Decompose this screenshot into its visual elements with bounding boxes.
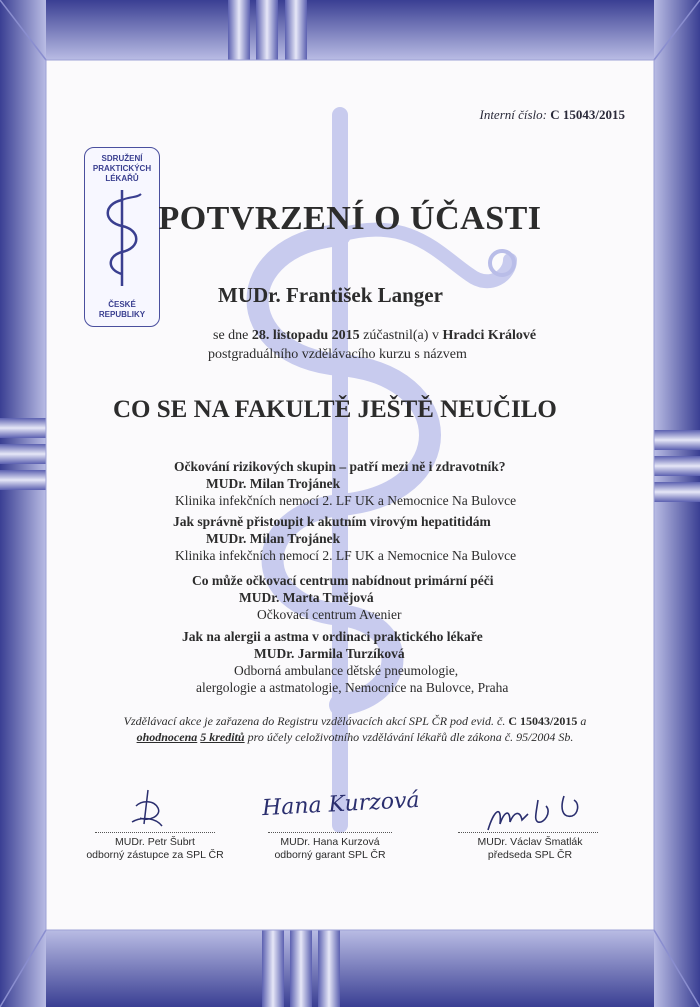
note-text-3: pro účely celoživotního vzdělávání lékařů dle zákona č. 95/2004 Sb. [247, 730, 574, 744]
signatory-name: MUDr. Petr Šubrt [115, 836, 195, 848]
signature-line [268, 832, 392, 833]
lecture-lecturer: MUDr. Marta Tmějová [239, 590, 374, 605]
signature-line [458, 832, 598, 833]
note-credits: 5 kreditů [200, 730, 245, 744]
signatory-role: odborný garant SPL ČR [274, 849, 386, 861]
lecture-affiliation: alergologie a astmatologie, Nemocnice na Bulovce, Praha [196, 680, 509, 695]
lecture-4 [178, 628, 538, 696]
lecture-lecturer: MUDr. Milan Trojánek [206, 476, 341, 491]
signatory-role: předseda SPL ČR [487, 849, 573, 861]
lecture-lecturer: MUDr. Milan Trojánek [206, 531, 341, 546]
note-registration-number: C 15043/2015 [508, 714, 578, 728]
note-text-2: a [580, 714, 587, 728]
signatory-2 [245, 836, 415, 862]
lecture-affiliation: Odborná ambulance dětské pneumologie, [234, 663, 459, 678]
event-date: 28. listopadu 2015 [251, 328, 360, 343]
lecture-affiliation: Očkovací centrum Avenier [257, 607, 402, 622]
signature-line [95, 832, 215, 833]
signatory-3 [455, 836, 605, 862]
statement-middle: zúčastnil(a) v [363, 328, 439, 343]
signatory-1 [70, 836, 240, 862]
participant-name: MUDr. František Langer [218, 283, 443, 307]
internal-number-label: Interní číslo: [479, 107, 547, 122]
event-place: Hradci Králové [442, 328, 537, 343]
certificate-title: POTVRZENÍ O ÚČASTI [158, 200, 542, 237]
note-text-1: Vzdělávací akce je zařazena do Registru vzdělávacích akcí SPL ČR pod evid. č. [123, 714, 506, 728]
signatory-name: MUDr. Hana Kurzová [280, 836, 380, 848]
note-rated: ohodnocena [136, 730, 198, 744]
internal-number-value: C 15043/2015 [550, 107, 625, 122]
course-title: CO SE NA FAKULTĚ JEŠTĚ NEUČILO [113, 396, 557, 423]
statement-line-2: postgraduálního vzdělávacího kurzu s názvem [208, 347, 467, 362]
signature-subrt [118, 786, 178, 834]
signatory-name: MUDr. Václav Šmatlák [477, 836, 583, 848]
lecture-1 [174, 458, 518, 509]
lecture-topic: Očkování rizikových skupin – patří mezi ně i zdravotník? [174, 459, 506, 474]
registry-note [115, 713, 595, 745]
logo-top-text: SDRUŽENÍ PRAKTICKÝCH LÉKAŘŮ [92, 154, 152, 183]
signatory-role: odborný zástupce za SPL ČR [86, 849, 224, 861]
lecture-2 [173, 513, 518, 564]
lecture-affiliation: Klinika infekčních nemocí 2. LF UK a Nemocnice Na Bulovce [175, 548, 517, 563]
lecture-topic: Jak na alergii a astma v ordinaci praktického lékaře [182, 629, 483, 644]
lecture-lecturer: MUDr. Jarmila Turzíková [254, 646, 405, 661]
lecture-topic: Jak správně přistoupit k akutním virovým hepatitidám [173, 514, 491, 529]
lecture-topic: Co může očkovací centrum nabídnout primární péči [192, 573, 494, 588]
internal-number [479, 107, 625, 123]
signature-kurzova: Hana Kurzová [261, 787, 421, 822]
lecture-affiliation: Klinika infekčních nemocí 2. LF UK a Nemocnice Na Bulovce [175, 493, 517, 508]
lecture-3 [178, 572, 518, 623]
statement-prefix: se dne [213, 328, 249, 343]
attendance-statement [213, 328, 536, 344]
logo-bottom-text: ČESKÉ REPUBLIKY [98, 300, 146, 319]
